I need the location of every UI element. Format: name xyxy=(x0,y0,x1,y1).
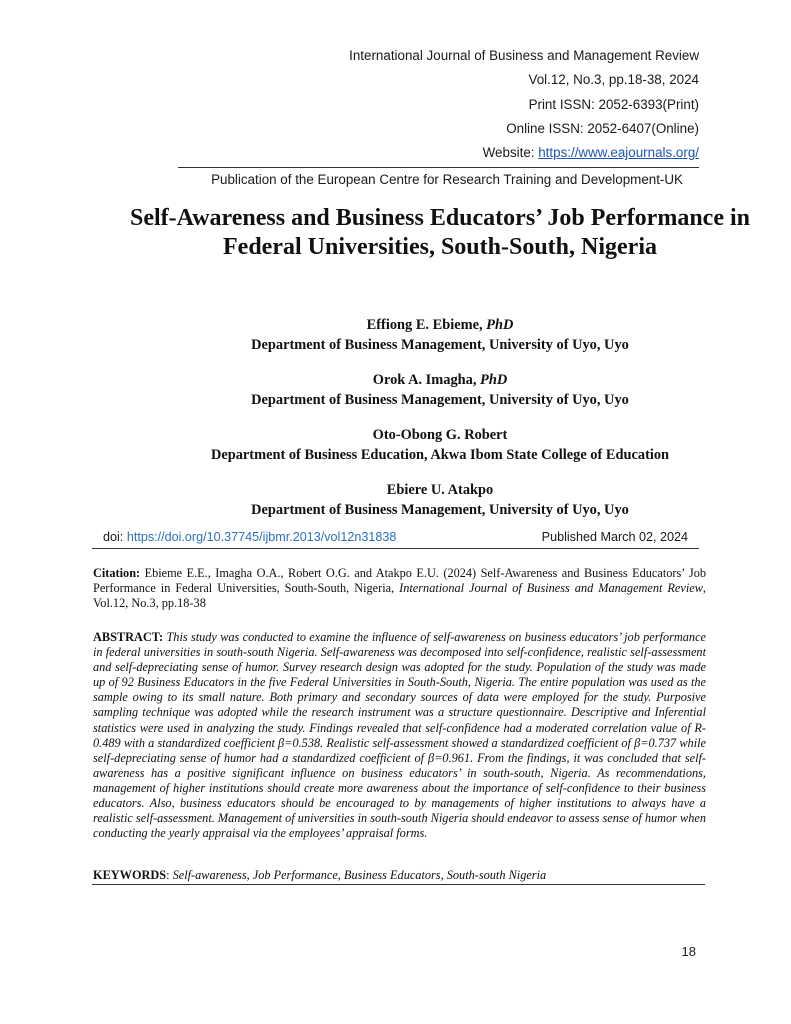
author-list xyxy=(95,316,785,536)
citation-label: Citation: xyxy=(93,566,141,580)
author-name-line xyxy=(95,481,785,501)
author-degree: PhD xyxy=(480,372,508,388)
author-name-line xyxy=(95,371,785,391)
doi-label: doi: xyxy=(103,530,127,544)
website-line xyxy=(349,141,699,165)
website-label: Website: xyxy=(482,145,539,161)
keywords xyxy=(93,868,706,883)
page-number: 18 xyxy=(681,944,696,959)
doi xyxy=(103,530,396,544)
doi-divider xyxy=(92,548,699,549)
keywords-text: Self-awareness, Job Performance, Business Educators, South-south Nigeria xyxy=(172,868,547,882)
publisher-line: Publication of the European Centre for Research Training and Development-UK xyxy=(211,172,683,187)
journal-header xyxy=(349,44,699,165)
keywords-separator: : xyxy=(166,868,173,882)
journal-name: International Journal of Business and Management Review xyxy=(349,48,699,63)
header-divider xyxy=(178,167,699,168)
keywords-divider xyxy=(92,884,705,885)
abstract xyxy=(93,630,706,841)
author-affiliation: Department of Business Management, University of Uyo, Uyo xyxy=(251,336,629,353)
author-affiliation: Department of Business Management, University of Uyo, Uyo xyxy=(251,391,629,408)
abstract-label: ABSTRACT: xyxy=(93,630,164,644)
paper-title: Self-Awareness and Business Educators’ Job Performance in Federal Universities, South-South, Nigeria xyxy=(130,205,750,260)
published-date: Published March 02, 2024 xyxy=(541,530,688,544)
citation-text: Ebieme E.E., Imagha O.A., Robert O.G. and Atakpo E.U. (2024) Self-Awareness and Business Educators’ Job Performance in Federal Universities, South-South, Nigeria, xyxy=(93,566,706,596)
author-name: Oto-Obong G. Robert xyxy=(372,427,508,443)
doi-link[interactable]: https://doi.org/10.37745/ijbmr.2013/vol12n31838 xyxy=(126,530,397,544)
author-name-line xyxy=(95,426,785,446)
author-name: Ebiere U. Atakpo xyxy=(386,482,494,498)
keywords-label: KEYWORDS xyxy=(93,868,167,882)
author-entry xyxy=(95,371,785,410)
author-name: Effiong E. Ebieme, xyxy=(366,317,487,333)
author-name-line xyxy=(95,316,785,336)
website-link[interactable]: https://www.eajournals.org/ xyxy=(538,145,699,161)
author-degree: PhD xyxy=(486,317,514,333)
author-entry xyxy=(95,481,785,520)
doi-line xyxy=(103,530,688,548)
author-entry xyxy=(95,316,785,355)
citation xyxy=(93,566,706,612)
author-name: Orok A. Imagha, xyxy=(372,372,481,388)
author-entry xyxy=(95,426,785,465)
citation-journal: International Journal of Business and Management Review xyxy=(399,581,703,596)
author-affiliation: Department of Business Management, University of Uyo, Uyo xyxy=(251,501,629,518)
citation-details: , Vol.12, No.3, pp.18-38 xyxy=(93,581,706,611)
author-affiliation: Department of Business Education, Akwa Ibom State College of Education xyxy=(210,446,670,463)
online-issn: Online ISSN: 2052-6407(Online) xyxy=(506,120,699,136)
abstract-text: This study was conducted to examine the influence of self-awareness on business educators’ job performance in federal universities in south-south Nigeria. Self-awareness was decomposed into self-confidence, realistic self-assessment and self-depreciating sense of humor. Survey research design was adopted for the study. Population of the study was made up of 92 Business Educators in the five Federal Universities in South-South, Nigeria. The entire population was used as the sample owing to its small nature. Both primary and secondary sources of data were employed for the study. Purposive sampling technique was adopted while the research instrument was a structure questionnaire. Descriptive and Inferential statistics were used in analyzing the study. Findings revealed that self-confidence had a moderated correlation value of R-0.489 with a standardized coefficient β=0.538. Realistic self-assessment showed a standardized coefficient of β=0.737 while self-depreciating sense of humor had a standardized coefficient of β=0.961. From the findings, it was concluded that self-awareness has a positive significant influence on business educators’ in south-south, Nigeria. As recommendations, management of higher institutions should create more awareness about the importance of self-confidence to their business educators. Also, business educators should be encouraged to by managements of higher institutions to always have a realistic self-assessment. Management of universities in south-south Nigeria should endeavor to assess sense of humor when conducting the yearly appraisal via the employees’ appraisal forms. xyxy=(93,630,706,841)
print-issn: Print ISSN: 2052-6393(Print) xyxy=(528,96,699,112)
volume-line: Vol.12, No.3, pp.18-38, 2024 xyxy=(528,72,699,88)
